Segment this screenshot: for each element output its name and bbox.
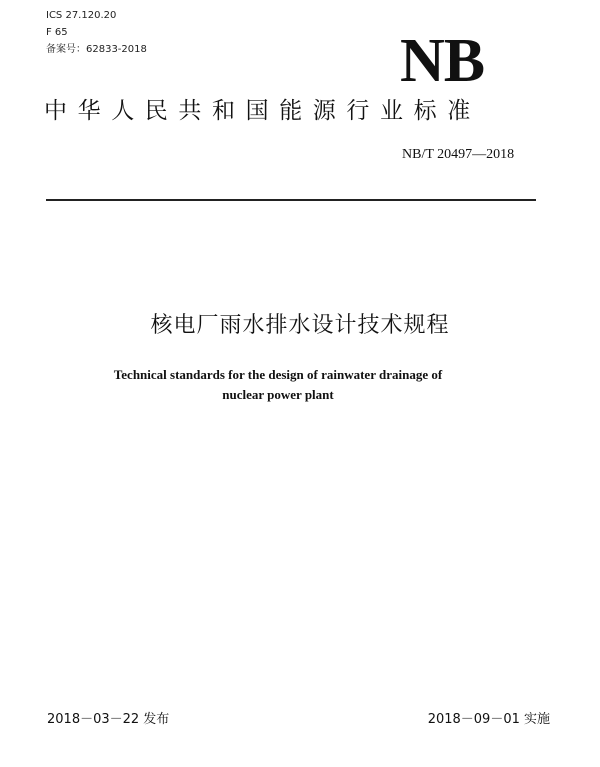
issue-date: 2018－03－22 发布 xyxy=(47,712,170,727)
document-title-en-line2: nuclear power plant xyxy=(222,387,334,402)
nb-logo: NB xyxy=(400,27,485,95)
ics-code: ICS 27.120.20 xyxy=(46,10,117,21)
document-title-zh: 核电厂雨水排水设计技术规程 xyxy=(150,313,450,338)
industry-standard-heading: 中华人民共和国能源行业标准 xyxy=(44,98,481,124)
registration-number: 备案号：62833-2018 xyxy=(46,44,147,55)
standard-code: NB/T 20497—2018 xyxy=(402,147,515,162)
classification-code: F 65 xyxy=(46,27,68,38)
document-title-en-line1: Technical standards for the design of rainwater drainage of xyxy=(113,367,443,382)
header-divider xyxy=(46,199,536,201)
implementation-date: 2018－09－01 实施 xyxy=(427,712,550,727)
